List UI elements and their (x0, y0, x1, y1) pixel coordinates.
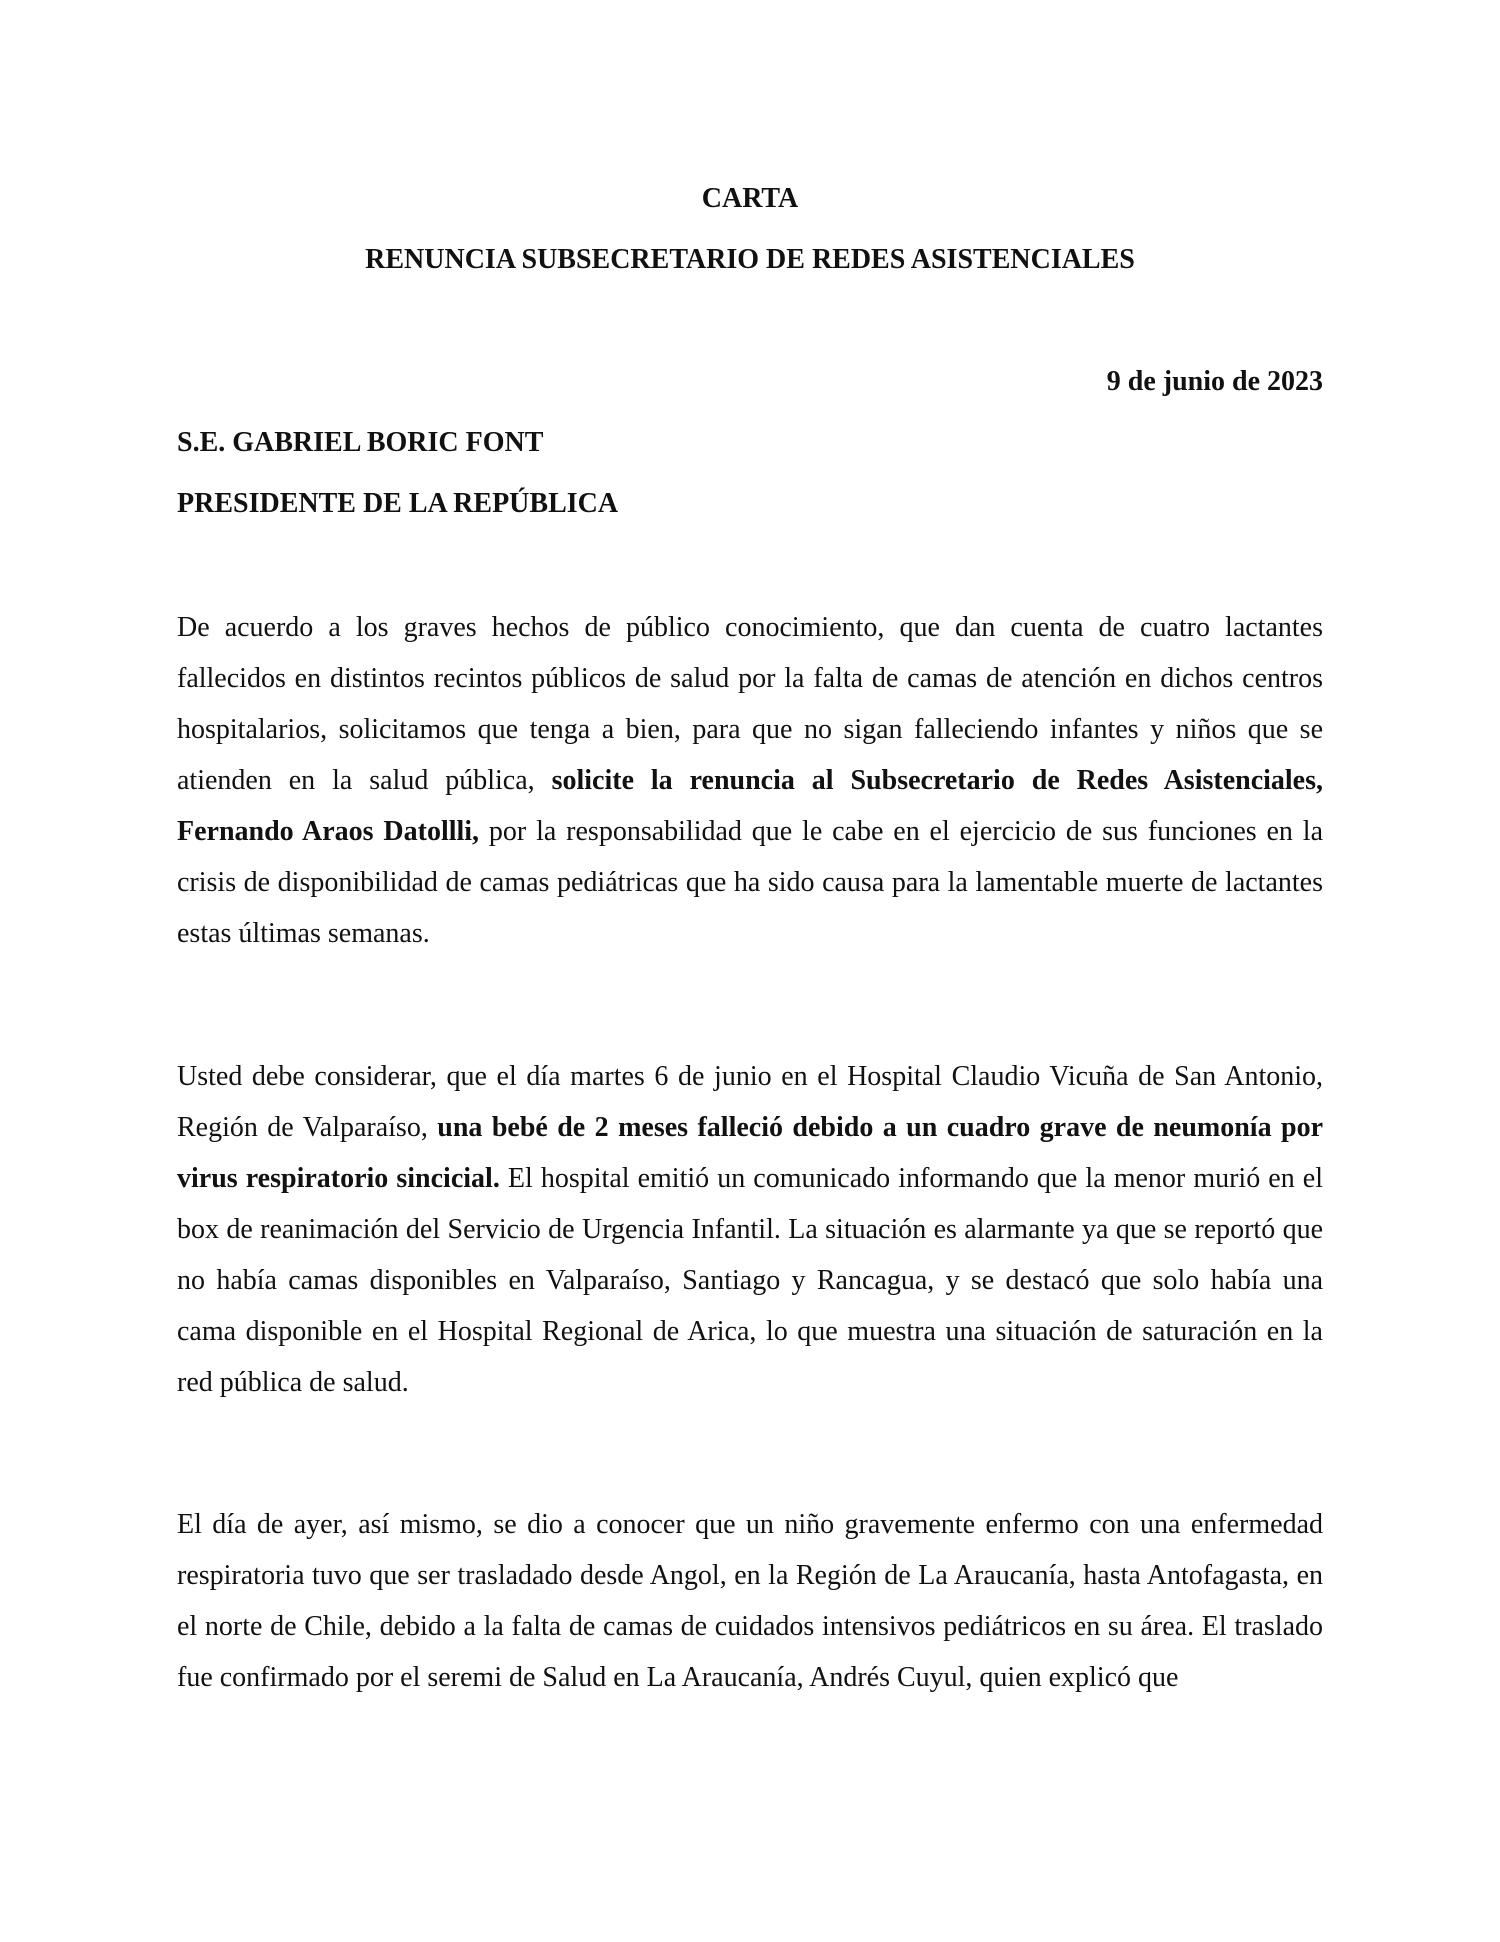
body-paragraph-3 (177, 1499, 1323, 1703)
addressee-title: PRESIDENTE DE LA REPÚBLICA (177, 488, 619, 519)
document-subtitle: RENUNCIA SUBSECRETARIO DE REDES ASISTENCIALES (365, 244, 1135, 275)
paragraph-3-text: El día de ayer, así mismo, se dio a conocer que un niño gravemente enfermo con una enfermedad respiratoria tuvo que ser trasladado desde Angol, en la Región de La Araucanía, hasta Antofagasta, en el norte de Chile, debido a la falta de camas de cuidados intensivos pediátricos en su área. El traslado fue confirmado por el seremi de Salud en La Araucanía, Andrés Cuyul, quien explicó que (177, 1509, 1323, 1693)
paragraph-2-bold-fact: una bebé de 2 meses falleció debido a un cuadro grave de neumonía por virus respiratorio sincicial. (177, 1112, 1323, 1194)
body-paragraph-1 (177, 602, 1323, 959)
paragraph-2-text-b: El hospital emitió un comunicado informando que la menor murió en el box de reanimación del Servicio de Urgencia Infantil. La situación es alarmante ya que se reportó que no había camas disponibles en Valparaíso, Santiago y Rancagua, y se destacó que solo había una cama disponible en el Hospital Regional de Arica, lo que muestra una situación de saturación en la red pública de salud. (177, 1163, 1323, 1398)
paragraph-1-text-b: por la responsabilidad que le cabe en el ejercicio de sus funciones en la crisis de disponibilidad de camas pediátricas que ha sido causa para la lamentable muerte de lactantes estas últimas semanas. (177, 816, 1323, 949)
paragraph-1-text-a: De acuerdo a los graves hechos de público conocimiento, que dan cuenta de cuatro lactantes fallecidos en distintos recintos públicos de salud por la falta de camas de atención en dichos centros hospitalarios, solicitamos que tenga a bien, para que no sigan falleciendo infantes y niños que se atienden en la salud pública, (177, 612, 1323, 796)
paragraph-2-text-a: Usted debe considerar, que el día martes 6 de junio en el Hospital Claudio Vicuña de San Antonio, Región de Valparaíso, (177, 1061, 1323, 1143)
body-paragraph-2 (177, 1051, 1323, 1408)
document-title: CARTA (701, 183, 799, 214)
letter-date: 9 de junio de 2023 (1106, 366, 1323, 397)
paragraph-1-bold-request: solicite la renuncia al Subsecretario de Redes Asistenciales, Fernando Araos Datollli, (177, 765, 1323, 847)
addressee-name: S.E. GABRIEL BORIC FONT (177, 427, 544, 458)
